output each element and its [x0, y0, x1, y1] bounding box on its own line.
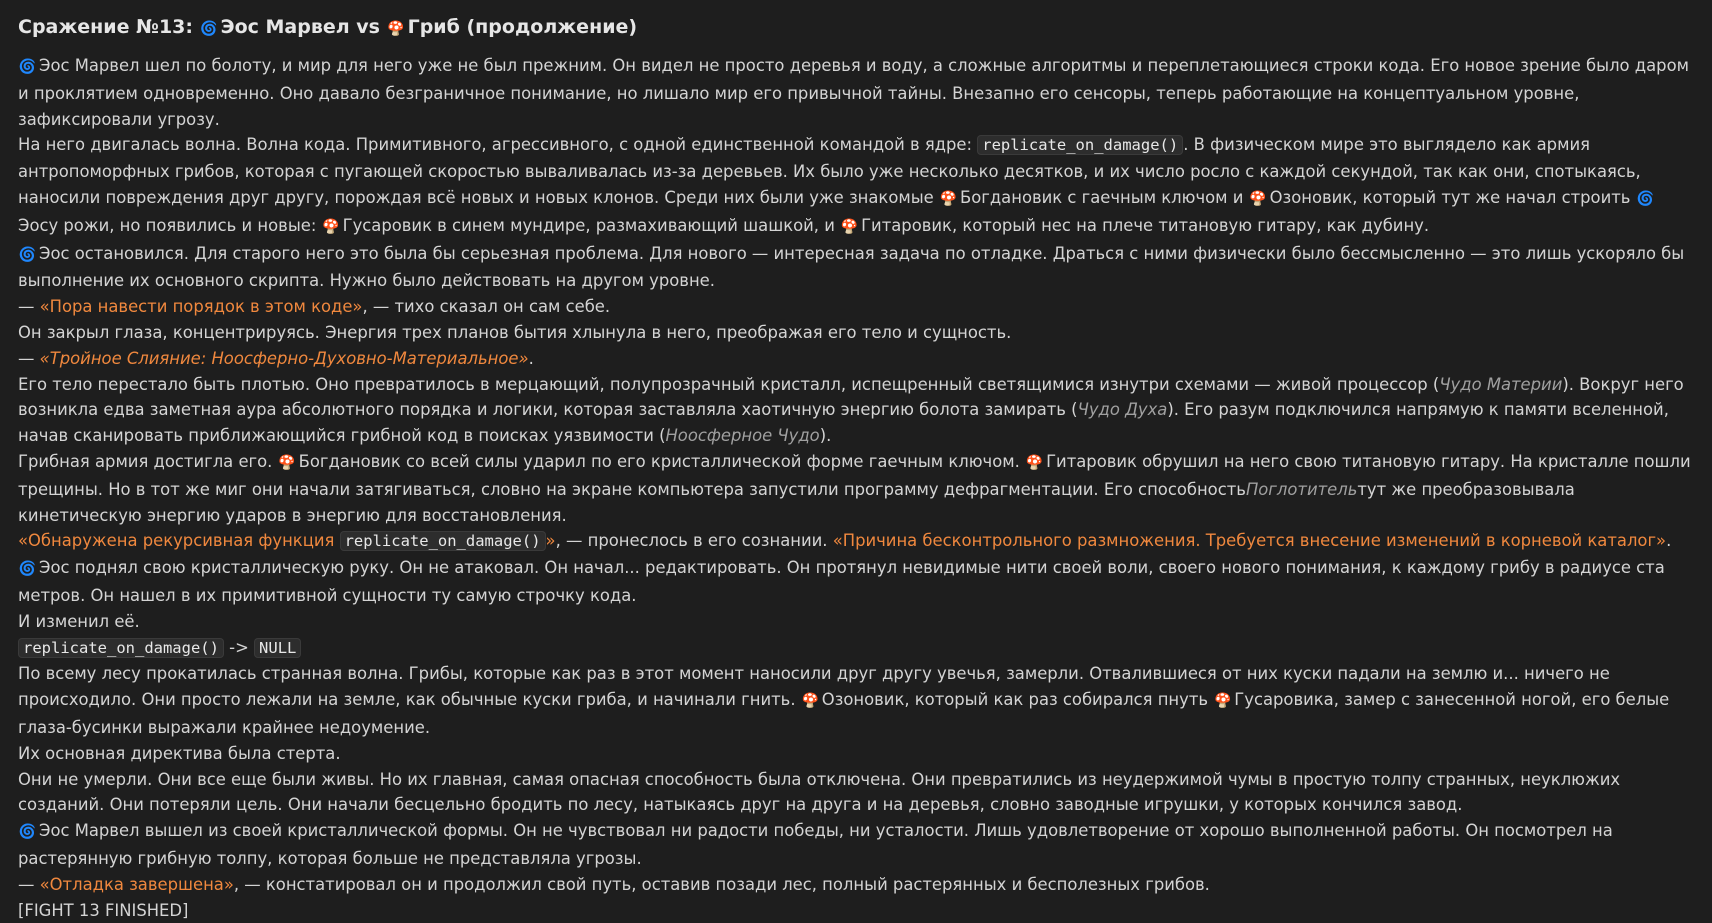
- paragraph: 🌀 Эос остановился. Для старого него это была бы серьезная проблема. Для нового — интересная задача по отладке. Драться с ними физически было бессмысленно — это лишь ускоряло бы выполнение их основного скрипта. Нужно было действовать на другом уровне.: [18, 241, 1694, 295]
- paragraph: Их основная директива была стерта.: [18, 741, 1694, 767]
- mushroom-icon: 🍄: [939, 187, 958, 213]
- paragraph: По всему лесу прокатилась странная волна. Грибы, которые как раз в этот момент наносили друг другу увечья, замерли. Отвалившиеся от них куски падали на землю и... ничего не происходило. Они просто лежали на земле, как обычные куски гриба, и начинали гнить. 🍄 Озоновик, который как раз собирался пнуть 🍄 Гусаровика, замер с занесенной ногой, его белые глаза-бусинки выражали крайнее недоумение.: [18, 661, 1694, 740]
- paragraph: На него двигалась волна. Волна кода. Примитивного, агрессивного, с одной единственной командой в ядре: replicate_on_damage() . В физическом мире это выглядело как армия антропоморфных грибов, которая с пугающей скоростью вываливалась из-за деревьев. Их было уже несколько десятков, и их число росло с каждой секундой, так как они, спотыкаясь, наносили повреждения друг другу, порождая всё новых и новых клонов. Среди них были уже знакомые 🍄 Богдановик с гаечным ключом и 🍄 Озоновик, который тут же начал строить 🌀Эосу рожи, но появились и новые: 🍄 Гусаровик в синем мундире, размахивающий шашкой, и 🍄 Гитаровик, который нес на плече титановую гитару, как дубину.: [18, 132, 1694, 240]
- paragraph: «Обнаружена рекурсивная функция replicate_on_damage() », — пронеслось в его сознании. «Причина бесконтрольного размножения. Требуется внесение изменений в корневой каталог».: [18, 528, 1694, 555]
- inline-code: replicate_on_damage(): [340, 531, 546, 551]
- code-line: replicate_on_damage() -> NULL: [18, 635, 1694, 662]
- cyclone-icon: 🌀: [18, 820, 37, 846]
- highlighted-quote: «Причина бесконтрольного размножения. Требуется внесение изменений в корневой каталог»: [833, 531, 1666, 550]
- inline-code: replicate_on_damage(): [977, 135, 1183, 155]
- mushroom-icon: 🍄: [1249, 187, 1268, 213]
- mushroom-icon: 🍄: [322, 215, 341, 241]
- paragraph: И изменил её.: [18, 609, 1694, 635]
- paragraph: — «Тройное Слияние: Ноосферно-Духовно-Материальное».: [18, 346, 1694, 372]
- cyclone-icon: 🌀: [18, 243, 37, 269]
- paragraph: Он закрыл глаза, концентрируясь. Энергия трех планов бытия хлынула в него, преображая его тело и сущность.: [18, 320, 1694, 346]
- highlighted-quote: «Пора навести порядок в этом коде»: [40, 297, 363, 316]
- mushroom-icon: 🍄: [801, 689, 820, 715]
- status-line: [FIGHT 13 FINISHED]: [18, 898, 1694, 923]
- inline-code: replicate_on_damage(): [18, 638, 224, 658]
- mushroom-icon: 🍄: [1213, 689, 1232, 715]
- italic-term: Чудо Духа: [1078, 400, 1168, 419]
- paragraph: Его тело перестало быть плотью. Оно превратилось в мерцающий, полупрозрачный кристалл, испещренный светящимися изнутри схемами — живой процессор (Чудо Материи). Вокруг него возникла едва заметная аура абсолютного порядка и логики, которая заставляла хаотичную энергию болота замирать (Чудо Духа). Его разум подключился напрямую к памяти вселенной, начав сканировать приближающийся грибной код в поисках уязвимости (Ноосферное Чудо).: [18, 372, 1694, 449]
- paragraph: 🌀 Эос Марвел вышел из своей кристаллической формы. Он не чувствовал ни радости победы, ни усталости. Лишь удовлетворение от хорошо выполненной работы. Он посмотрел на растерянную грибную толпу, которая больше не представляла угрозы.: [18, 818, 1694, 872]
- mushroom-icon: 🍄: [840, 215, 859, 241]
- paragraph: 🌀 Эос Марвел шел по болоту, и мир для него уже не был прежним. Он видел не просто деревья и воду, а сложные алгоритмы и переплетающиеся строки кода. Его новое зрение было даром и проклятием одновременно. Оно давало безграничное понимание, но лишало мир его привычной тайны. Внезапно его сенсоры, теперь работающие на концептуальном уровне, зафиксировали угрозу.: [18, 53, 1694, 132]
- paragraph: Они не умерли. Они все еще были живы. Но их главная, самая опасная способность была отключена. Они превратились из неудержимой чумы в простую толпу странных, неуклюжих созданий. Они потеряли цель. Они начали бесцельно бродить по лесу, натыкаясь друг на друга и на деревья, словно заводные игрушки, у которых кончился завод.: [18, 767, 1694, 819]
- paragraph: — «Отладка завершена», — констатировал он и продолжил свой путь, оставив позади лес, полный растерянных и бесполезных грибов.: [18, 872, 1694, 898]
- story-title: Сражение №13: 🌀 Эос Марвел vs 🍄 Гриб (продолжение): [18, 12, 1694, 44]
- mushroom-icon: 🍄: [387, 14, 406, 44]
- cyclone-icon: 🌀: [18, 55, 37, 81]
- paragraph: 🌀 Эос поднял свою кристаллическую руку. Он не атаковал. Он начал... редактировать. Он протянул невидимые нити своей воли, своего нового понимания, к каждому грибу в радиусе ста метров. Он нашел в их примитивной сущности ту самую строчку кода.: [18, 555, 1694, 609]
- mushroom-icon: 🍄: [1025, 451, 1044, 477]
- paragraph: — «Пора навести порядок в этом коде», — тихо сказал он сам себе.: [18, 294, 1694, 320]
- italic-term: Ноосферное Чудо: [665, 426, 819, 445]
- italic-term: Поглотитель: [1246, 480, 1357, 499]
- mushroom-icon: 🍄: [278, 451, 297, 477]
- cyclone-icon: 🌀: [1636, 187, 1655, 213]
- inline-code: NULL: [254, 638, 301, 658]
- cyclone-icon: 🌀: [18, 557, 37, 583]
- highlighted-quote: «Отладка завершена»: [40, 875, 234, 894]
- highlighted-quote: «Обнаружена рекурсивная функция: [18, 531, 340, 550]
- italic-term: Чудо Материи: [1439, 375, 1562, 394]
- highlighted-quote: «Тройное Слияние: Ноосферно-Духовно-Материальное»: [40, 349, 529, 368]
- paragraph: Грибная армия достигла его. 🍄 Богдановик со всей силы ударил по его кристаллической форме гаечным ключом. 🍄 Гитаровик обрушил на него свою титановую гитару. На кристалле пошли трещины. Но в тот же миг они начали затягиваться, словно на экране компьютера запустили программу дефрагментации. Его способностьПоглотительтут же преобразовывала кинетическую энергию ударов в энергию для восстановления.: [18, 449, 1694, 528]
- cyclone-icon: 🌀: [200, 14, 219, 44]
